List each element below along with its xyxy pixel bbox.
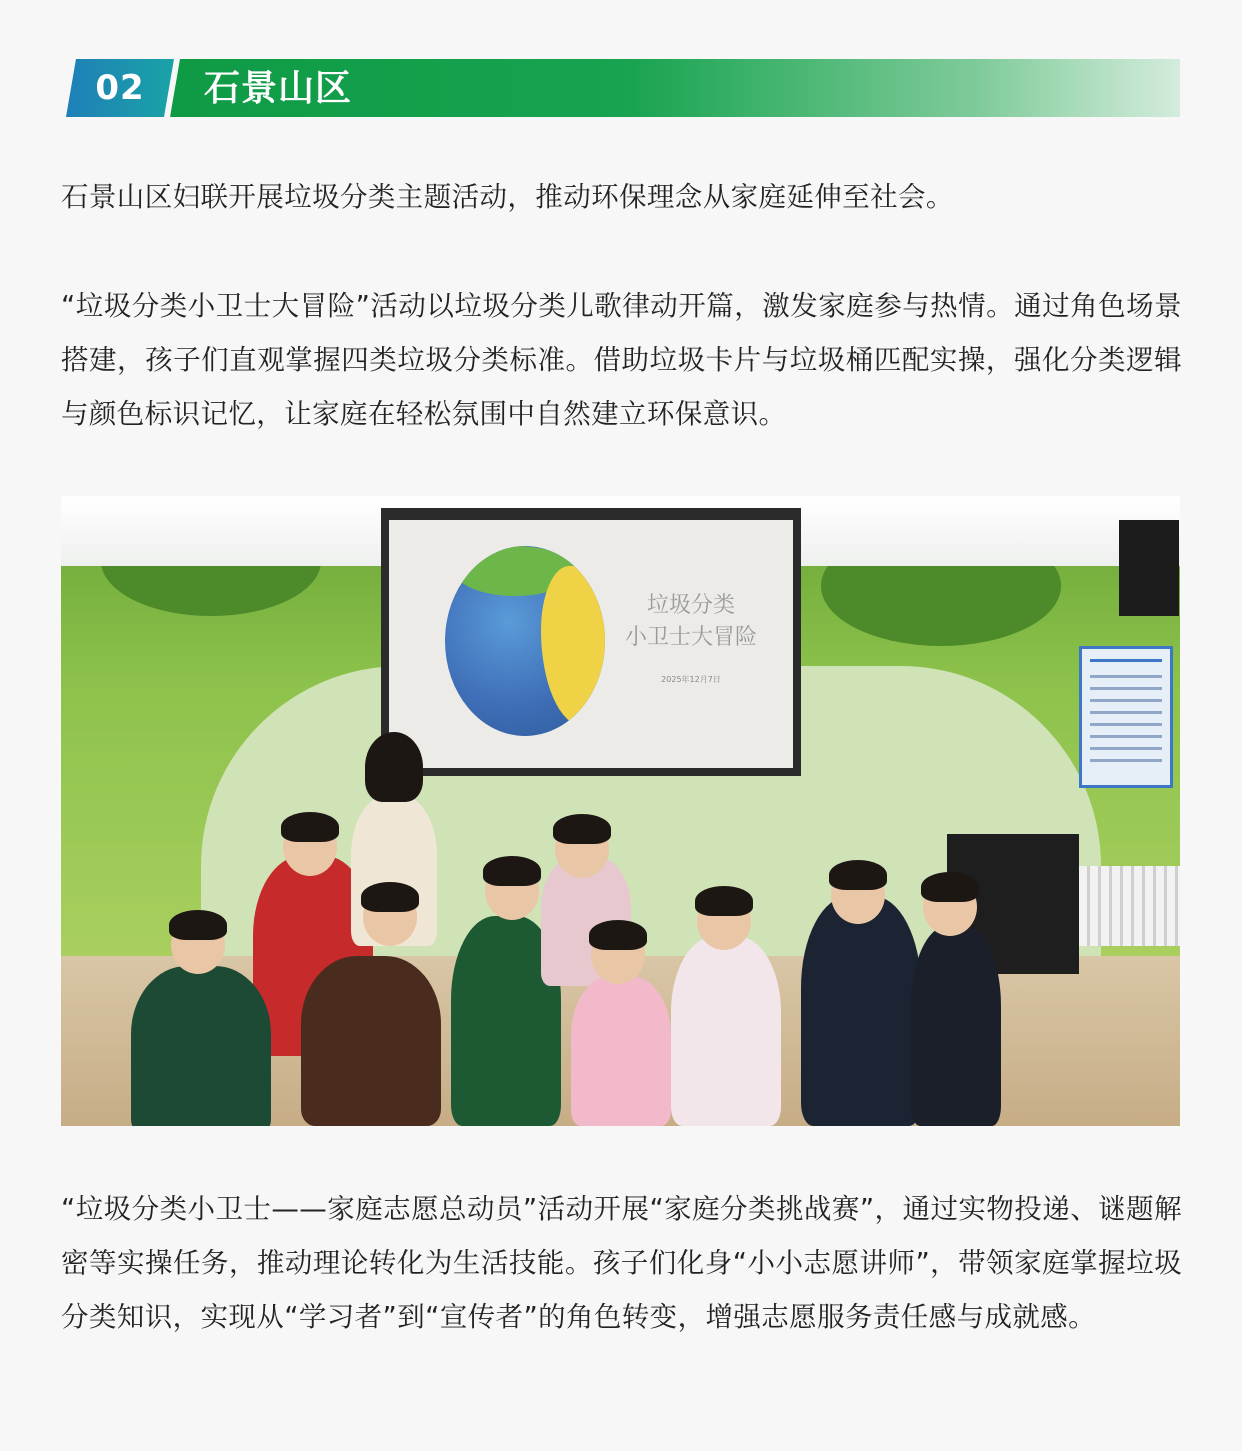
speaker <box>1119 520 1179 616</box>
intro-paragraph: 石景山区妇联开展垃圾分类主题活动，推动环保理念从家庭延伸至社会。 <box>61 181 954 213</box>
poster-line <box>1090 687 1162 690</box>
radiator <box>1079 866 1180 946</box>
wall-poster <box>1079 646 1173 788</box>
poster-line <box>1090 735 1162 738</box>
child-figure <box>131 966 271 1126</box>
child-hair <box>169 910 227 940</box>
teacher-hair <box>365 732 423 802</box>
poster-line <box>1090 711 1162 714</box>
child-figure <box>301 956 441 1126</box>
screen-date: 2025年12月7日 <box>661 675 721 684</box>
poster-line <box>1090 699 1162 702</box>
poster-line <box>1090 759 1162 762</box>
poster-line <box>1090 659 1162 662</box>
section-number: 02 <box>95 68 145 108</box>
child-hair <box>589 920 647 950</box>
section-title: 石景山区 <box>204 68 353 109</box>
earth-illustration <box>445 546 605 736</box>
section-header <box>66 59 1180 117</box>
poster-line <box>1090 747 1162 750</box>
child-hair <box>829 860 887 890</box>
activity2-paragraph: “垃圾分类小卫士——家庭志愿总动员”活动开展“家庭分类挑战赛”，通过实物投递、谜题解密等实操任务，推动理论转化为生活技能。孩子们化身“小小志愿讲师”，带领家庭掌握垃圾分类知识，实现从“学习者”到“宣传者”的角色转变，增强志愿服务责任感与成就感。 <box>61 1193 1182 1333</box>
screen-title <box>611 590 771 654</box>
child-hair <box>483 856 541 886</box>
activity-photo <box>61 496 1180 1126</box>
child-hair <box>553 814 611 844</box>
child-hair <box>361 882 419 912</box>
child-hair <box>921 872 979 902</box>
child-figure <box>671 936 781 1126</box>
child-hair <box>281 812 339 842</box>
activity1-paragraph: “垃圾分类小卫士大冒险”活动以垃圾分类儿歌律动开篇，激发家庭参与热情。通过角色场景搭建，孩子们直观掌握四类垃圾分类标准。借助垃圾卡片与垃圾桶匹配实操，强化分类逻辑与颜色标识记忆，让家庭在轻松氛围中自然建立环保意识。 <box>61 290 1182 430</box>
child-hair <box>695 886 753 916</box>
child-figure <box>571 976 671 1126</box>
child-figure <box>801 896 921 1126</box>
poster-line <box>1090 723 1162 726</box>
poster-line <box>1090 675 1162 678</box>
child-figure <box>911 926 1001 1126</box>
globe-land-yellow <box>541 566 605 726</box>
screen-title-text: 垃圾分类 小卫士大冒险 <box>624 593 757 650</box>
